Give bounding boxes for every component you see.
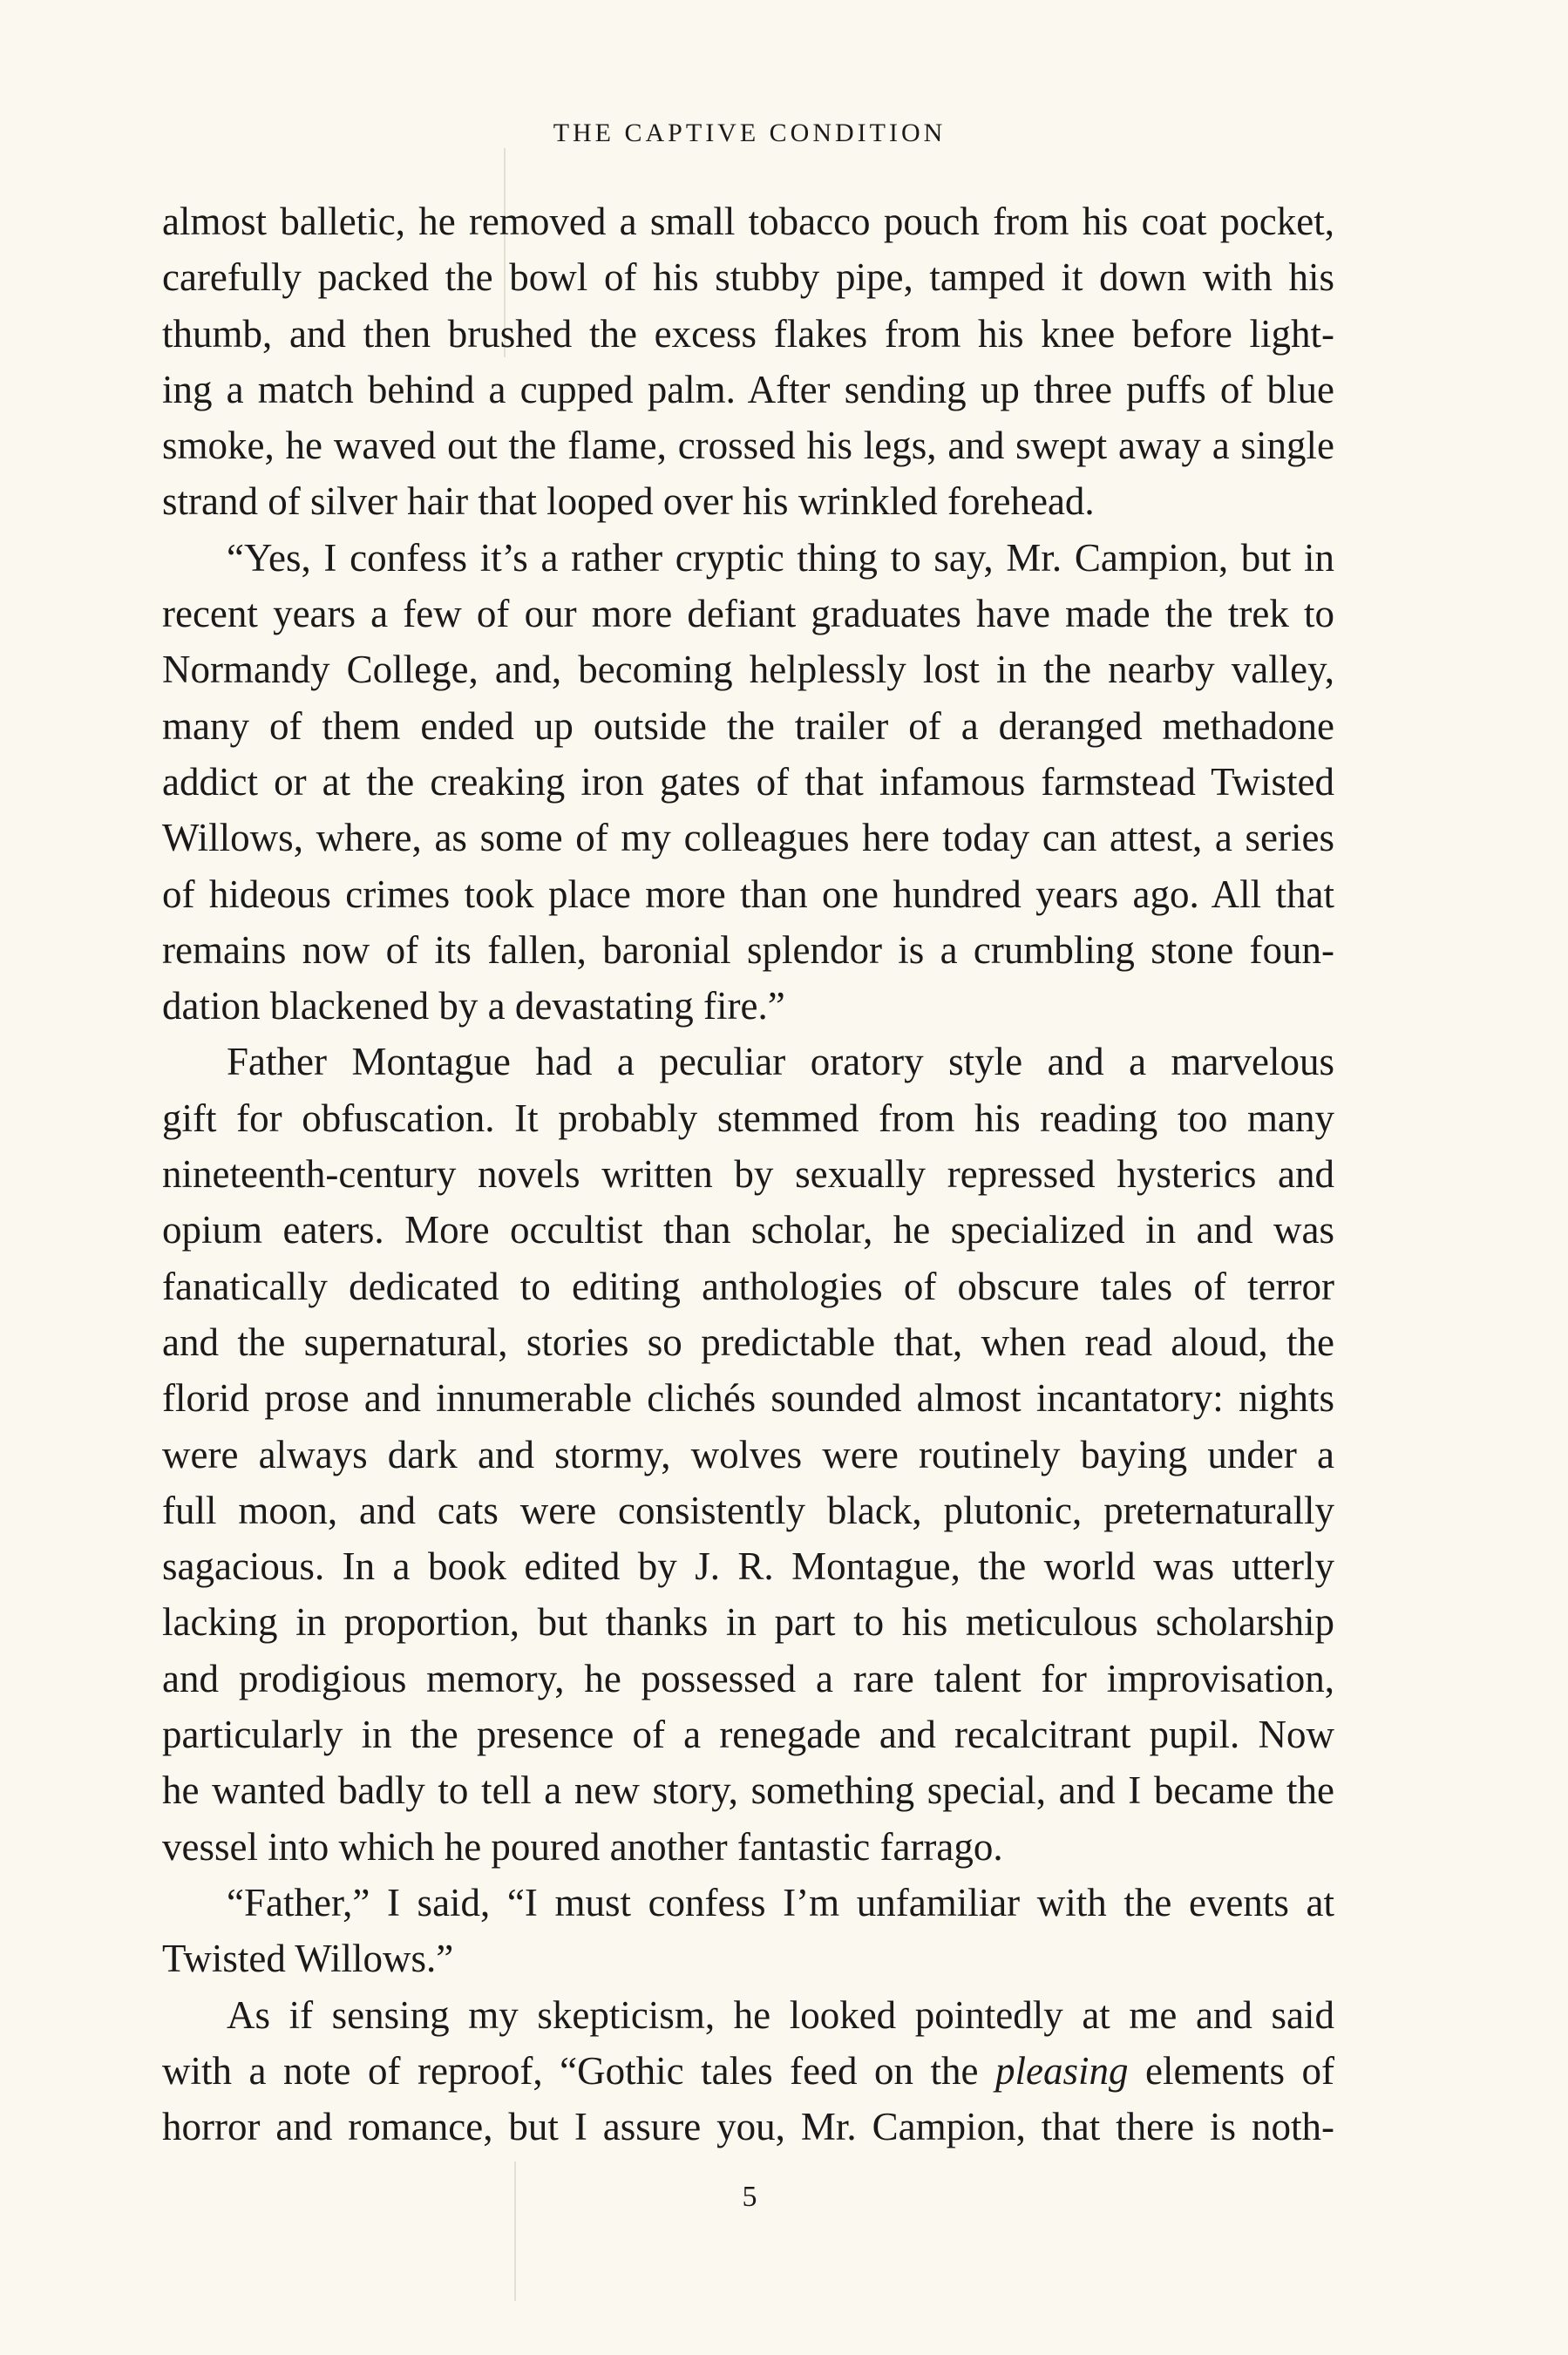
text-line: Twisted Willows.” bbox=[162, 1937, 454, 1981]
text-line: As if sensing my skepticism, he looked pointedly at me and said bbox=[227, 1992, 1334, 2037]
emphasis-text: pleasing bbox=[995, 2048, 1129, 2093]
text-segment: elements of bbox=[1128, 2048, 1334, 2093]
body-text bbox=[162, 193, 1334, 2155]
text-line: lacking in proportion, but thanks in part to his meticulous scholarship bbox=[162, 1600, 1334, 1645]
text-line: particularly in the presence of a renegade and recalcitrant pupil. Now bbox=[162, 1713, 1334, 1757]
text-line: Father Montague had a peculiar oratory style and a marvelous bbox=[227, 1040, 1334, 1084]
running-head: THE CAPTIVE CONDITION bbox=[553, 119, 947, 147]
text-line: Willows, where, as some of my colleagues here today can attest, a series bbox=[162, 816, 1334, 860]
page-number: 5 bbox=[742, 2181, 757, 2213]
text-line: sagacious. In a book edited by J. R. Montague, the world was utterly bbox=[162, 1544, 1334, 1589]
text-line: remains now of its fallen, baronial splendor is a crumbling stone foun- bbox=[162, 927, 1334, 972]
text-line: fanatically dedicated to editing anthologies of obscure tales of terror bbox=[162, 1264, 1334, 1308]
text-line: almost balletic, he removed a small tobacco pouch from his coat pocket, bbox=[162, 200, 1334, 243]
text-line bbox=[162, 2043, 1334, 2099]
text-line: “Father,” I said, “I must confess I’m unfamiliar with the events at bbox=[227, 1880, 1334, 1924]
text-line: of hideous crimes took place more than one hundred years ago. All that bbox=[162, 872, 1334, 916]
text-line: smoke, he waved out the flame, crossed his legs, and swept away a single bbox=[162, 424, 1334, 468]
text-line: carefully packed the bowl of his stubby pipe, tamped it down with his bbox=[162, 255, 1334, 300]
text-line: recent years a few of our more defiant graduates have made the trek to bbox=[162, 592, 1334, 636]
text-line: he wanted badly to tell a new story, something special, and I became the bbox=[162, 1768, 1334, 1813]
text-line: addict or at the creaking iron gates of that infamous farmstead Twisted bbox=[162, 759, 1334, 804]
text-line: many of them ended up outside the trailer of a deranged methadone bbox=[162, 703, 1334, 748]
text-line: florid prose and innumerable clichés sounded almost incantatory: nights bbox=[162, 1376, 1334, 1421]
text-line: strand of silver hair that looped over his wrinkled forehead. bbox=[162, 479, 1095, 524]
text-line: were always dark and stormy, wolves were routinely baying under a bbox=[162, 1432, 1334, 1476]
text-line: Normandy College, and, becoming helplessly lost in the nearby valley, bbox=[162, 648, 1334, 692]
text-line: and the supernatural, stories so predictable that, when read aloud, the bbox=[162, 1320, 1334, 1364]
text-line: full moon, and cats were consistently black, plutonic, preternaturally bbox=[162, 1488, 1334, 1532]
text-line: horror and romance, but I assure you, Mr. Campion, that there is noth- bbox=[162, 2105, 1334, 2149]
text-line: vessel into which he poured another fantastic farrago. bbox=[162, 1824, 1003, 1869]
text-line: dation blackened by a devastating fire.” bbox=[162, 984, 785, 1028]
text-line: ing a match behind a cupped palm. After sending up three puffs of blue bbox=[162, 367, 1334, 411]
text-line: “Yes, I confess it’s a rather cryptic thing to say, Mr. Campion, but in bbox=[227, 535, 1334, 580]
text-line: thumb, and then brushed the excess flakes from his knee before light- bbox=[162, 311, 1334, 356]
text-line: and prodigious memory, he possessed a rare talent for improvisation, bbox=[162, 1656, 1334, 1700]
text-segment: with a note of reproof, “Gothic tales feed on the bbox=[162, 2048, 996, 2093]
text-line: nineteenth-century novels written by sexually repressed hysterics and bbox=[162, 1152, 1334, 1197]
text-line: opium eaters. More occultist than scholar, he specialized in and was bbox=[162, 1208, 1334, 1252]
text-line: gift for obfuscation. It probably stemmed from his reading too many bbox=[162, 1096, 1334, 1140]
